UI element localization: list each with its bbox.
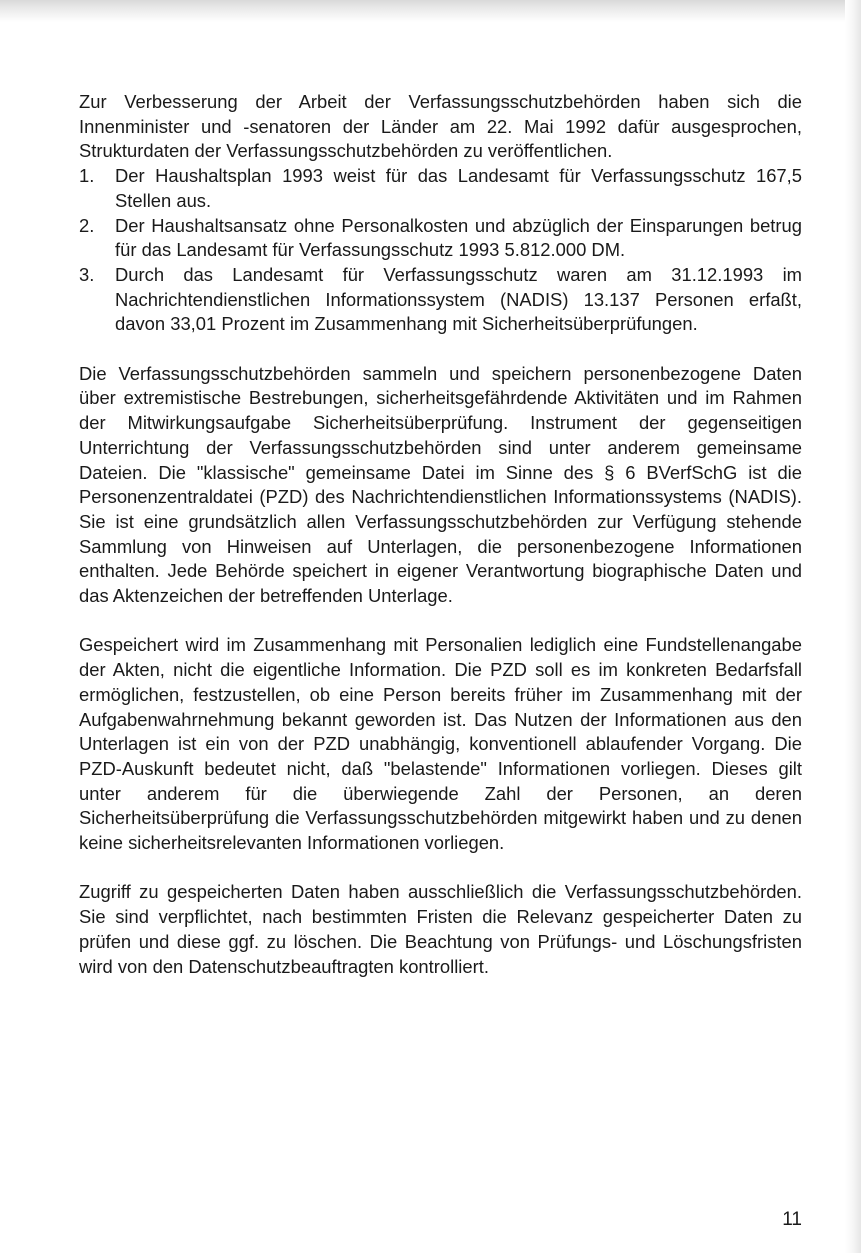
page-number: 11: [782, 1209, 802, 1230]
list-item-text: Durch das Landesamt für Verfassungsschutz waren am 31.12.1993 im Nachrichtendienstlichen Informationssystem (NADIS) 13.137 Personen erfaßt, davon 33,01 Prozent im Zusammenhang mit Sicherheitsüberprüfungen.: [115, 263, 802, 335]
intro-paragraph: Zur Verbesserung der Arbeit der Verfassungsschutzbehörden haben sich die Innenminister und -senatoren der Länder am 22. Mai 1992 dafür ausgesprochen, Strukturdaten der Verfassungsschutzbehörden zu veröffentlichen.: [79, 91, 802, 162]
list-item: [79, 214, 802, 263]
scan-edge-top: [0, 0, 861, 22]
list-item-text: Der Haushaltsplan 1993 weist für das Landesamt für Verfassungsschutz 167,5 Stellen aus.: [115, 165, 802, 211]
body-paragraph: Gespeichert wird im Zusammenhang mit Personalien lediglich eine Fundstellenangabe der Akten, nicht die eigentliche Information. Die PZD soll es im konkreten Bedarfsfall ermöglichen, festzustellen, ob eine Person bereits früher im Zusammenhang mit der Aufgabenwahrnehmung bekannt geworden ist. Das Nutzen der Informationen aus den Unterlagen ist ein von der PZD unabhängig, konventionell ablaufender Vorgang. Die PZD-Auskunft bedeutet nicht, daß "belastende" Informationen vorliegen. Dieses gilt unter anderem für die überwiegende Zahl der Personen, an deren Sicherheitsüberprüfung die Verfassungsschutzbehörden mitgewirkt haben und zu denen keine sicherheitsrelevanten Informationen vorliegen.: [79, 634, 802, 854]
list-item: [79, 263, 802, 337]
list-item-number: 1.: [79, 165, 95, 187]
body-paragraph: Zugriff zu gespeicherten Daten haben ausschließlich die Verfassungsschutzbehörden. Sie sind verpflichtet, nach bestimmten Fristen die Relevanz gespeicherter Daten zu prüfen und diese ggf. zu löschen. Die Beachtung von Prüfungs- und Löschungsfristen wird von den Datenschutzbeauftragten kontrolliert.: [79, 881, 802, 977]
list-item-number: 2.: [79, 214, 95, 236]
document-page: [79, 90, 802, 979]
scan-edge-right: [845, 0, 861, 1253]
list-item-text: Der Haushaltsansatz ohne Personalkosten und abzüglich der Einsparungen betrug für das Landesamt für Verfassungsschutz 1993 5.812.000 DM.: [115, 214, 802, 261]
structure-data-list: [79, 164, 802, 337]
list-item-number: 3.: [79, 263, 95, 285]
body-paragraph: Die Verfassungsschutzbehörden sammeln und speichern personenbezogene Daten über extremistische Bestrebungen, sicherheitsgefährdende Aktivitäten und im Rahmen der Mitwirkungsaufgabe Sicherheitsüberprüfung. Instrument der gegenseitigen Unterrichtung der Verfassungsschutzbehörden sind unter anderem gemeinsame Dateien. Die "klassische" gemeinsame Datei im Sinne des § 6 BVerfSchG ist die Personenzentraldatei (PZD) des Nachrichtendienstlichen Informationssystems (NADIS). Sie ist eine grundsätzlich allen Verfassungsschutzbehörden zur Verfügung stehende Sammlung von Hinweisen auf Unterlagen, die personenbezogene Informationen enthalten. Jede Behörde speichert in eigener Verantwortung biographische Daten und das Aktenzeichen der betreffenden Unterlage.: [79, 362, 802, 607]
list-item: [79, 164, 802, 213]
